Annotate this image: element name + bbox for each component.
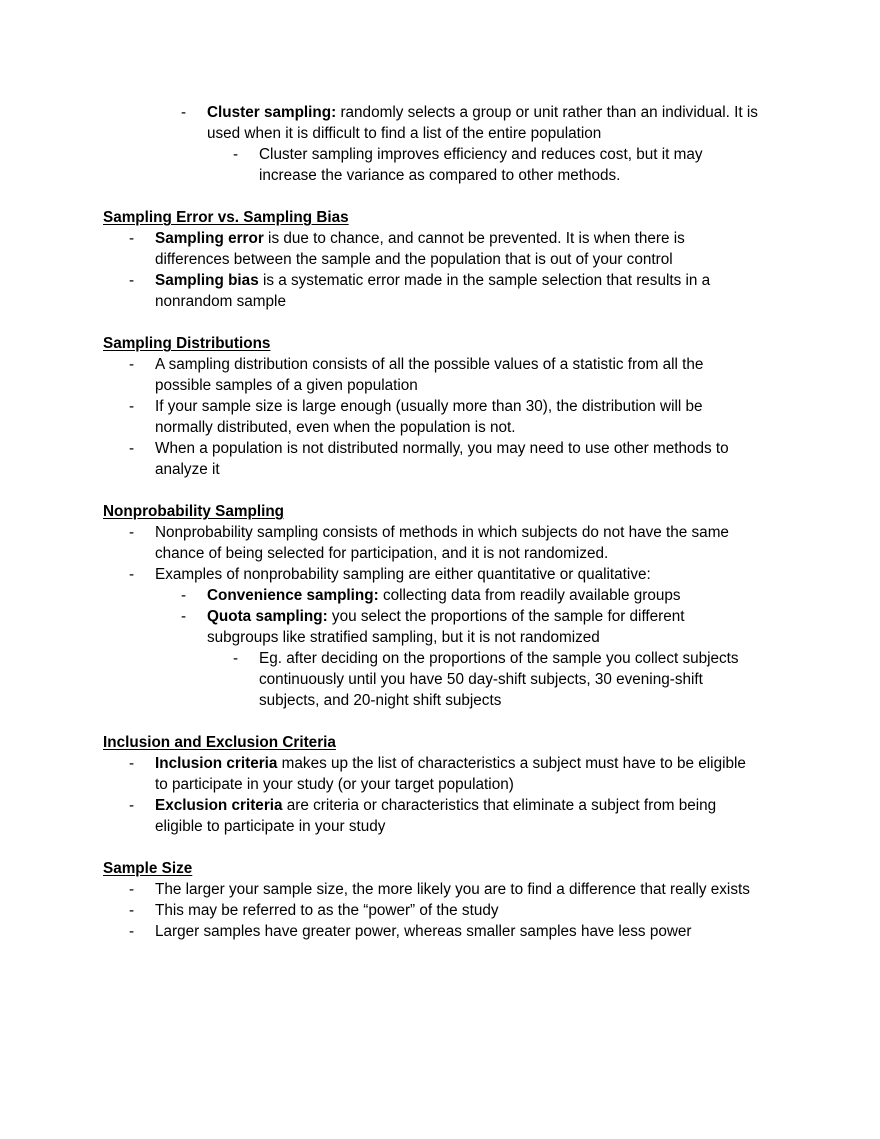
- bias-text: is a systematic error made in the sample selection that results in a: [258, 272, 711, 289]
- inclusion-text: makes up the list of characteristics a subject must have to be eligible: [277, 755, 746, 772]
- exclusion-term: Exclusion criteria: [155, 797, 283, 814]
- dist-b2-line-2: normally distributed, even when the population is not.: [155, 419, 516, 436]
- bullet-dash: -: [181, 608, 187, 625]
- bullet-dash: -: [181, 104, 187, 121]
- convenience-term: Convenience sampling:: [207, 587, 379, 604]
- dist-b2-line-1: If your sample size is large enough (usually more than 30), the distribution will be: [155, 398, 703, 415]
- size-b3: Larger samples have greater power, whereas smaller samples have less power: [155, 923, 692, 940]
- inclusion-line-2: to participate in your study (or your target population): [155, 776, 514, 793]
- cluster-sub-line-2: increase the variance as compared to other methods.: [259, 167, 621, 184]
- eg-line-2: continuously until you have 50 day-shift subjects, 30 evening-shift: [259, 671, 703, 688]
- exclusion-line-2: eligible to participate in your study: [155, 818, 386, 835]
- error-line-1: [155, 228, 685, 249]
- quota-text: you select the proportions of the sample for different: [327, 608, 685, 625]
- inclusion-term: Inclusion criteria: [155, 755, 278, 772]
- bias-term: Sampling bias: [155, 272, 259, 289]
- exclusion-line-1: [155, 795, 716, 816]
- size-b1: The larger your sample size, the more likely you are to find a difference that really exists: [155, 881, 750, 898]
- bias-line-2: nonrandom sample: [155, 293, 286, 310]
- error-line-2: differences between the sample and the population that is out of your control: [155, 251, 673, 268]
- dist-b1-line-2: possible samples of a given population: [155, 377, 418, 394]
- convenience-text: collecting data from readily available groups: [378, 587, 681, 604]
- quota-line-1: [207, 606, 685, 627]
- bullet-dash: -: [233, 146, 239, 163]
- inclusion-line-1: [155, 753, 746, 774]
- error-text: is due to chance, and cannot be prevented. It is when there is: [263, 230, 685, 247]
- bullet-dash: -: [129, 755, 135, 772]
- bullet-dash: -: [129, 566, 135, 583]
- dist-b1-line-1: A sampling distribution consists of all the possible values of a statistic from all the: [155, 356, 704, 373]
- nonprob-b1-line-1: Nonprobability sampling consists of methods in which subjects do not have the same: [155, 524, 729, 541]
- section-heading-criteria: Inclusion and Exclusion Criteria: [103, 734, 336, 751]
- bullet-dash: -: [129, 923, 135, 940]
- bullet-dash: -: [129, 797, 135, 814]
- bullet-dash: -: [129, 272, 135, 289]
- nonprob-b2-line-1: Examples of nonprobability sampling are either quantitative or qualitative:: [155, 566, 651, 583]
- bullet-dash: -: [233, 650, 239, 667]
- bullet-dash: -: [129, 440, 135, 457]
- bullet-dash: -: [129, 398, 135, 415]
- section-heading-error-bias: Sampling Error vs. Sampling Bias: [103, 209, 349, 226]
- eg-line-1: Eg. after deciding on the proportions of the sample you collect subjects: [259, 650, 739, 667]
- section-heading-sample-size: Sample Size: [103, 860, 193, 877]
- cluster-line-1: [207, 102, 758, 123]
- cluster-sub-line-1: Cluster sampling improves efficiency and reduces cost, but it may: [259, 146, 703, 163]
- exclusion-text: are criteria or characteristics that eliminate a subject from being: [282, 797, 717, 814]
- size-b2: This may be referred to as the “power” of the study: [155, 902, 499, 919]
- section-heading-distributions: Sampling Distributions: [103, 335, 271, 352]
- bias-line-1: [155, 270, 710, 291]
- quota-term: Quota sampling:: [207, 608, 328, 625]
- dist-b3-line-2: analyze it: [155, 461, 220, 478]
- bullet-dash: -: [129, 524, 135, 541]
- bullet-dash: -: [129, 356, 135, 373]
- dist-b3-line-1: When a population is not distributed normally, you may need to use other methods to: [155, 440, 729, 457]
- cluster-text: randomly selects a group or unit rather than an individual. It is: [336, 104, 758, 121]
- eg-line-3: subjects, and 20-night shift subjects: [259, 692, 502, 709]
- bullet-dash: -: [181, 587, 187, 604]
- nonprob-b1-line-2: chance of being selected for participation, and it is not randomized.: [155, 545, 609, 562]
- bullet-dash: -: [129, 230, 135, 247]
- convenience-line: [207, 585, 681, 606]
- cluster-line-2: used when it is difficult to find a list of the entire population: [207, 125, 602, 142]
- quota-line-2: subgroups like stratified sampling, but it is not randomized: [207, 629, 600, 646]
- bullet-dash: -: [129, 881, 135, 898]
- cluster-term: Cluster sampling:: [207, 104, 337, 121]
- error-term: Sampling error: [155, 230, 264, 247]
- section-heading-nonprobability: Nonprobability Sampling: [103, 503, 285, 520]
- bullet-dash: -: [129, 902, 135, 919]
